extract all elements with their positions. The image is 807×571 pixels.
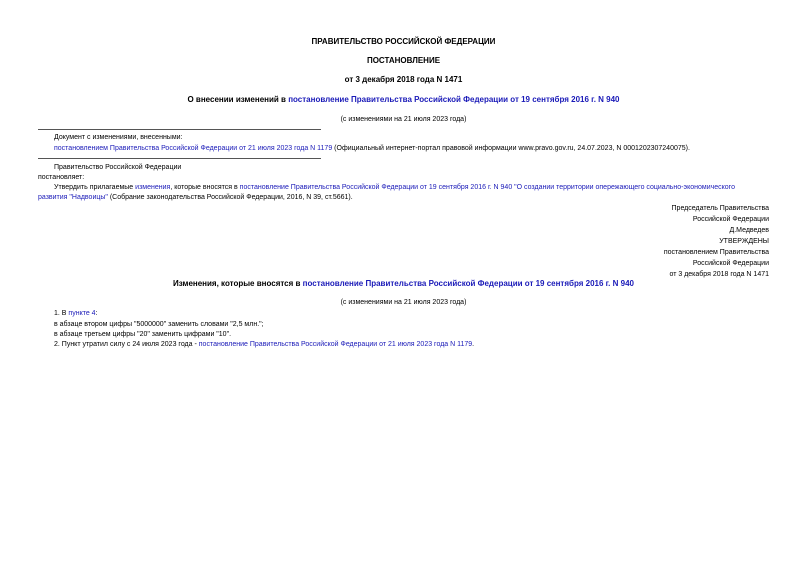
approve-line-2 (38, 193, 353, 202)
item-2-link[interactable]: постановление Правительства Российской Федерации от 21 июля 2023 года N 1179 (198, 341, 473, 348)
changes-link[interactable]: изменения (135, 184, 171, 191)
government-heading: ПРАВИТЕЛЬСТВО РОССИЙСКОЙ ФЕДЕРАЦИИ (311, 37, 496, 46)
item-2 (54, 340, 474, 349)
changes-title (0, 279, 807, 290)
top-divider (38, 129, 321, 130)
approved-line-1: УТВЕРЖДЕНЫ (719, 238, 769, 245)
item-2-prefix: 2. Пункт утратил силу с 24 июля 2023 года - (54, 341, 199, 348)
amendments-intro: Документ с изменениями, внесенными: (54, 134, 183, 141)
changes-revision-note: (с изменениями на 21 июля 2023 года) (340, 299, 467, 306)
issuer-text: Правительство Российской Федерации (54, 164, 182, 171)
bottom-divider (38, 158, 321, 159)
approved-line-4: от 3 декабря 2018 года N 1471 (669, 271, 769, 278)
date-number-heading: от 3 декабря 2018 года N 1471 (344, 75, 463, 84)
decides-text: постановляет: (38, 174, 85, 181)
signature-title-2: Российской Федерации (692, 216, 769, 223)
approve-text-2: , которые вносятся в (170, 184, 240, 191)
item-1-b: в абзаце третьем цифры "20" заменить цифрами "10". (54, 331, 232, 338)
amendment-link[interactable]: постановлением Правительства Российской Федерации от 21 июля 2023 года N 1179 (54, 145, 333, 152)
item-2-suffix: . (472, 341, 475, 348)
approve-text-3: (Собрание законодательства Российской Федерации, 2016, N 39, ст.5661). (107, 194, 353, 201)
revision-note: (с изменениями на 21 июля 2023 года) (340, 116, 467, 123)
signature-title-1: Председатель Правительства (671, 205, 769, 212)
approve-line-1 (54, 183, 735, 192)
item-1-prefix: 1. В (54, 310, 69, 317)
base-resolution-link-cont[interactable]: развития "Надвоицы" (38, 194, 108, 201)
approved-line-3: Российской Федерации (692, 260, 769, 267)
changes-title-link[interactable]: постановление Правительства Российской Федерации от 19 сентября 2016 г. N 940 (302, 279, 634, 288)
document-title-link[interactable]: постановление Правительства Российской Федерации от 19 сентября 2016 г. N 940 (288, 95, 620, 104)
amendment-source: (Официальный интернет-портал правовой информации www.pravo.gov.ru, 24.07.2023, N 0001202307240075). (332, 145, 690, 152)
signature-name: Д.Медведев (729, 227, 769, 234)
amendments-line (54, 144, 690, 153)
item-1 (54, 309, 98, 318)
document-title-prefix: О внесении изменений в (187, 95, 289, 104)
item-1-a: в абзаце втором цифры "5000000" заменить словами "2,5 млн."; (54, 321, 264, 328)
approve-text-1: Утвердить прилагаемые (54, 184, 136, 191)
item-1-suffix: : (95, 310, 98, 317)
document-type-heading: ПОСТАНОВЛЕНИЕ (366, 56, 441, 65)
item-1-link[interactable]: пункте 4 (68, 310, 96, 317)
document-title (0, 95, 807, 106)
approved-line-2: постановлением Правительства (663, 249, 769, 256)
changes-title-prefix: Изменения, которые вносятся в (173, 279, 303, 288)
base-resolution-link[interactable]: постановление Правительства Российской Федерации от 19 сентября 2016 г. N 940 "О создании территории опережающего социально-экономического (239, 184, 735, 191)
